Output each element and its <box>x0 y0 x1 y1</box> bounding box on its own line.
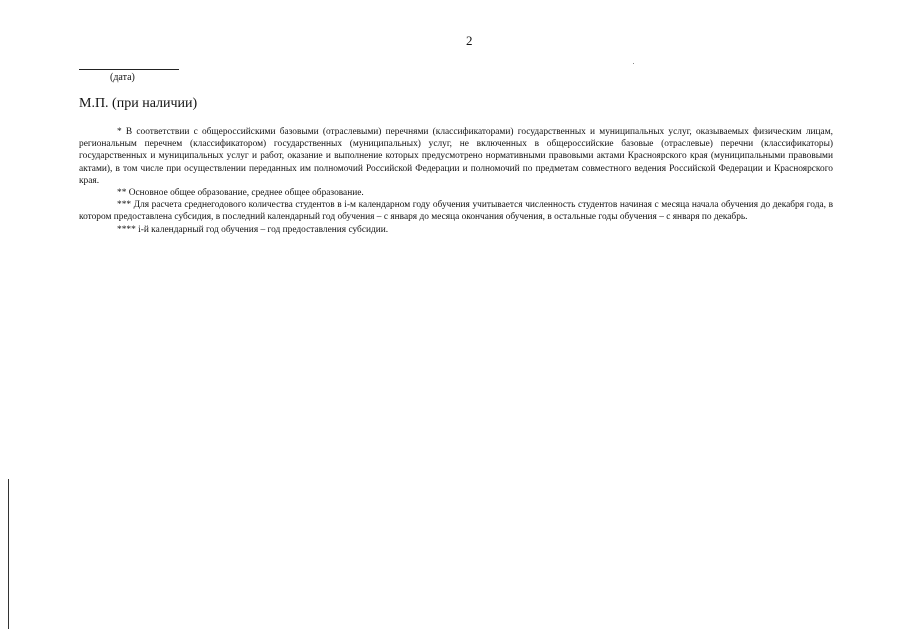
page-number: 2 <box>466 33 473 48</box>
scan-speck <box>633 63 634 64</box>
stamp-label: М.П. (при наличии) <box>79 96 198 111</box>
footnote-2: ** Основное общее образование, среднее общее образование. <box>117 188 364 199</box>
footnote-4: **** i-й календарный год обучения – год предоставления субсидии. <box>117 224 389 235</box>
date-label: (дата) <box>110 72 135 83</box>
signature-line <box>79 69 179 70</box>
footnote-3: *** Для расчета среднегодового количества студентов в i-м календарном году обучения учитывается численность студентов начиная с месяца начала обучения до декабря года, в котором предоставлена субсидия, в последний календарный год обучения – с января до месяца окончания обучения, в остальные годы обучения – с января по декабрь. <box>79 200 833 223</box>
footnote-1: * В соответствии с общероссийскими базовыми (отраслевыми) перечнями (классификаторами) государственных и муниципальных услуг, оказываемых физическим лицам, региональным перечнем (классификатором) государственных (муниципальных) услуг, не включенных в общероссийские базовые (отраслевые) перечни (классификаторы) государственных и муниципальных услуг и работ, оказание и выполнение которых предусмотрено нормативными правовыми актами Красноярского края (муниципальными правовыми актами), в том числе при осуществлении переданных им полномочий Российской Федерации и полномочий по предметам совместного ведения Российской Федерации и Красноярского края. <box>79 127 833 186</box>
footnotes <box>79 126 833 236</box>
scan-edge-line <box>8 479 9 629</box>
